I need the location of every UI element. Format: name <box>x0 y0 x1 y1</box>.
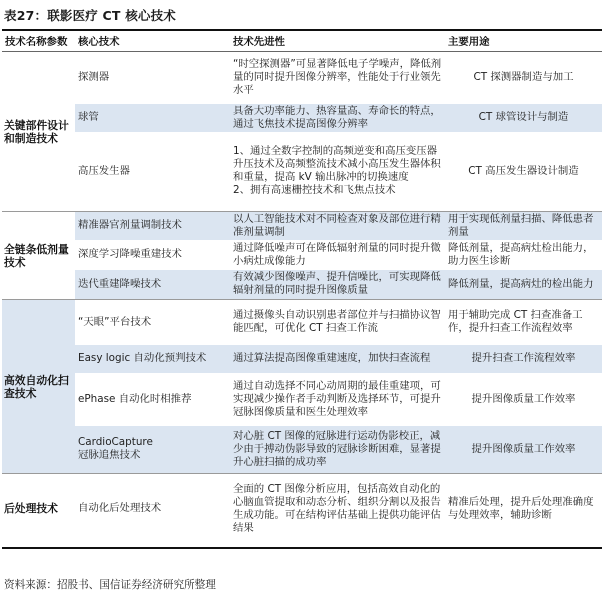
bottom-rule <box>2 547 602 549</box>
table-row <box>2 104 602 132</box>
advancement-cell: “时空探测器”可显著降低电子学噪声，降低剂量的同时提升图像分辨率，性能处于行业领先水平 <box>230 52 445 104</box>
tech-cell: 自动化后处理技术 <box>75 474 230 544</box>
table-row <box>2 426 602 474</box>
category-cell: 全链条低剂量技术 <box>2 212 75 300</box>
use-cell: CT 高压发生器设计制造 <box>468 164 579 177</box>
tech-cell: 探测器 <box>75 52 230 104</box>
use-cell: 提升图像质量工作效率 <box>471 392 576 405</box>
tech-cell: 高压发生器 <box>78 164 130 177</box>
header-core-tech: 核心技术 <box>75 33 230 52</box>
advancement-cell: 对心脏 CT 图像的冠脉进行运动伪影校正，减少由于搏动伪影导致的冠脉诊断困难，显著提升心脏扫描的成功率 <box>230 426 445 474</box>
header-category: 技术名称参数 <box>2 33 75 52</box>
category-cell: 高效自动化扫查技术 <box>2 300 75 474</box>
use-cell: CT 球管设计与制造 <box>445 104 602 132</box>
tech-cell: CardioCapture 冠脉追焦技术 <box>75 426 230 474</box>
tech-cell: 迭代重建降噪技术 <box>75 270 230 300</box>
advancement-cell: 以人工智能技术对不同检查对象及部位进行精准剂量调制 <box>230 212 445 240</box>
header-advancement: 技术先进性 <box>230 33 445 52</box>
use-cell: 精准后处理，提升后处理准确度与处理效率，辅助诊断 <box>445 474 602 544</box>
tech-cell: “天眼”平台技术 <box>75 300 230 345</box>
tech-cell: Easy logic 自动化预判技术 <box>75 345 230 373</box>
use-cell: 用于实现低剂量扫描、降低患者剂量 <box>445 212 602 240</box>
advancement-cell: 全面的 CT 图像分析应用，包括高效自动化的心脑血管提取和动态分析、组织分割以及报告生成功能。可在结构评估基础上提供功能评估结果 <box>230 474 445 544</box>
use-cell: 降低剂量，提高病灶的检出能力 <box>445 270 602 300</box>
ct-core-tech-table <box>2 33 602 544</box>
table-row <box>2 212 602 240</box>
category-cell: 关键部件设计和制造技术 <box>2 52 75 212</box>
advancement-cell: 具备大功率能力、热容量高、寿命长的特点，通过飞焦技术提高图像分辨率 <box>230 104 445 132</box>
table-row <box>2 52 602 104</box>
use-cell: 用于辅助完成 CT 扫查准备工作，提升扫查工作流程效率 <box>445 300 602 345</box>
table-row <box>2 240 602 270</box>
tech-cell: ePhase 自动化时相推荐 <box>78 392 192 405</box>
advancement-cell: 通过摄像头自动识别患者部位并与扫描协议智能匹配，可优化 CT 扫查工作流 <box>230 300 445 345</box>
advancement-cell: 通过降低噪声可在降低辐射剂量的同时提升微小病灶成像能力 <box>233 241 441 267</box>
category-cell: 后处理技术 <box>2 474 75 544</box>
table-row <box>2 132 602 212</box>
table-row <box>2 270 602 300</box>
table-title: 表27：联影医疗 CT 核心技术 <box>4 8 176 23</box>
header-main-use: 主要用途 <box>445 33 602 52</box>
advancement-cell: 通过算法提高图像重建速度，加快扫查流程 <box>230 345 445 373</box>
tech-cell: 深度学习降噪重建技术 <box>78 248 182 260</box>
table-row <box>2 345 602 373</box>
use-cell: 提升扫查工作流程效率 <box>445 345 602 373</box>
table-row <box>2 300 602 345</box>
tech-cell: 球管 <box>75 104 230 132</box>
tech-cell: 精准器官剂量调制技术 <box>75 212 230 240</box>
top-rule <box>2 29 602 31</box>
source-note: 资料来源：招股书、国信证券经济研究所整理 <box>4 579 216 591</box>
header-row <box>2 33 602 52</box>
advancement-cell: 有效减少图像噪声、提升信噪比，可实现降低辐射剂量的同时提升图像质量 <box>230 270 445 300</box>
advancement-cell: 通过自动选择不同心动周期的最佳重建项，可实现减少操作者手动判断及选择环节，可提升冠脉图像质量和医生处理效率 <box>233 379 441 418</box>
table-row <box>2 373 602 426</box>
use-cell: CT 探测器制造与加工 <box>445 52 602 104</box>
advancement-cell: 1、通过全数字控制的高频逆变和高压变压器升压技术及高频整流技术减小高压发生器体积和重量，提高 kV 输出脉冲的切换速度 2、拥有高速栅控技术和飞焦点技术 <box>233 145 441 197</box>
use-cell: 提升图像质量工作效率 <box>445 426 602 474</box>
table-row <box>2 474 602 544</box>
use-cell: 降低剂量，提高病灶检出能力，助力医生诊断 <box>448 241 594 267</box>
